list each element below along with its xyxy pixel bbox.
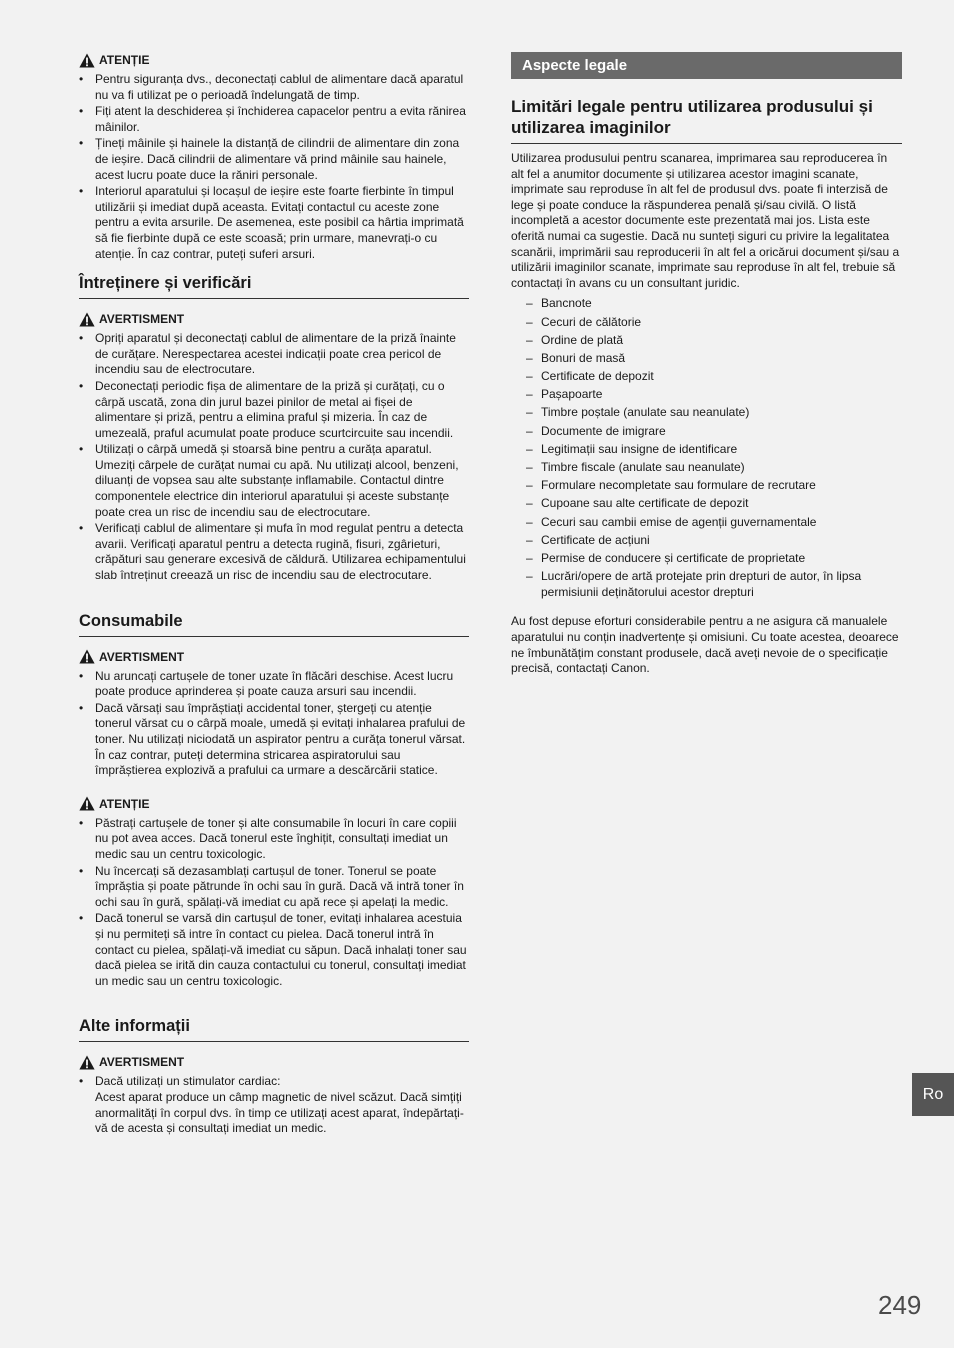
list-item: • Utilizați o cârpă umedă și stoarsă bine pentru a curăța aparatul. Umeziți cârpele de curățat numai cu apă. Nu utilizați alcool, benzeni, diluanți de vopsea sau alte substanțe inflamabile. Contactul dintre componentele electrice din interiorul aparatului și aceste substanțe poate crea un risc de incendiu sau de electrocutare. <box>79 442 469 520</box>
warning-heading <box>79 311 469 327</box>
list-item: – Bonuri de masă <box>511 351 902 367</box>
list-item: – Pașapoarte <box>511 387 902 403</box>
warning-triangle-icon <box>79 1055 95 1070</box>
section-bar: Aspecte legale <box>511 52 902 79</box>
left-column <box>79 52 469 1138</box>
list-item <box>79 1074 469 1136</box>
maintenance-list <box>79 331 469 584</box>
list-item: • Dacă tonerul se varsă din cartușul de toner, evitați inhalarea acestuia și nu permiteți să intre în contact cu pielea. Dacă tonerul intră în contact cu pielea, spălați-vă imediat cu săpun. Dacă inhalați toner sau dacă pielea se irită din cauza contactului cu tonerul, consultați imediat un medic sau un centru toxicologic. <box>79 911 469 989</box>
consumables-warning-list <box>79 669 469 779</box>
list-item: • Opriți aparatul și deconectați cablul de alimentare de la priză înainte de curățare. Nerespectarea acestei indicații poate crea pericol de incendiu sau de electrocutare. <box>79 331 469 378</box>
list-item: – Certificate de depozit <box>511 369 902 385</box>
list-item: – Documente de imigrare <box>511 424 902 440</box>
list-item: – Permise de conducere și certificate de proprietate <box>511 551 902 567</box>
caution-label: ATENȚIE <box>99 53 150 67</box>
other-info-list <box>79 1074 469 1136</box>
list-item: • Țineți mâinile și hainele la distanță de cilindrii de alimentare din zona de ieșire. Dacă cilindrii de alimentare vă prind mâinile sau hainele, acest lucru poate duce la răniri personale. <box>79 136 469 183</box>
list-item: – Certificate de acțiuni <box>511 533 902 549</box>
list-item: – Timbre fiscale (anulate sau neanulate) <box>511 460 902 476</box>
list-item: • Verificați cablul de alimentare și mufa în mod regulat pentru a detecta avarii. Verificați aparatul pentru a detecta rugină, fisuri, zgârieturi, crăpături sau generare excesivă de căldură. Utilizarea echipamentului slab întreținut creează un risc de incendiu sau de electrocutare. <box>79 521 469 583</box>
list-item: – Cecuri sau cambii emise de agenții guvernamentale <box>511 515 902 531</box>
pacemaker-text: Acest aparat produce un câmp magnetic de nivel scăzut. Dacă simțiți anormalități în corpul dvs. în timp ce utilizați acest aparat, îndepărtați-vă de acesta și consultați imediat un medic. <box>95 1089 464 1136</box>
caution-heading <box>79 796 469 812</box>
language-tab: Ro <box>912 1073 954 1116</box>
list-item: • Păstrați cartușele de toner și alte consumabile în locuri în care copiii nu pot avea acces. Dacă tonerul este înghițit, consultați imediat un medic sau un centru toxicologic. <box>79 816 469 863</box>
list-item: – Bancnote <box>511 296 902 312</box>
warning-triangle-icon <box>79 649 95 664</box>
warning-triangle-icon <box>79 796 95 811</box>
page-number: 249 <box>878 1290 922 1320</box>
warning-heading <box>79 649 469 665</box>
list-item: – Cupoane sau alte certificate de depozit <box>511 496 902 512</box>
intro-paragraph: Utilizarea produsului pentru scanarea, imprimarea sau reproducerea în alt fel a anumitor documente și utilizarea acestor imagini scanate, imprimate sau reproduse în alt fel de produsul dvs. poate fi interzisă de lege și poate conduce la răspunderea penală și/sau civilă. O listă incompletă a acestor documente este prezentată mai jos. Lista este oferită numai ca sugestie. Dacă nu sunteți siguri cu privire la legalitatea scanării, imprimării sau reproducerii în alt fel a oricărui document și/sau a utilizării imaginilor scanate, imprimate sau reproduse în alt fel, trebuie să contactați în avans cu un consultant juridic. <box>511 151 900 290</box>
list-item: – Formulare necompletate sau formulare de recrutare <box>511 478 902 494</box>
list-item: – Timbre poștale (anulate sau neanulate) <box>511 405 902 421</box>
list-item: – Legitimații sau insigne de identificare <box>511 442 902 458</box>
list-item: • Dacă vărsați sau împrăștiați accidental toner, ștergeți cu atenție tonerul vărsat cu o cârpă moale, umedă și evitați inhalarea prafului de toner. Nu utilizați niciodată un aspirator pentru a curăța tonerul vărsat. În caz contrar, puteți determina stricarea aspiratorului sau împrăștierea explozivă a prafului ca urmare a descărcării statice. <box>79 701 469 779</box>
section-title-maintenance: Întreținere și verificări <box>79 274 469 299</box>
warning-label: AVERTISMENT <box>99 312 185 327</box>
caution-list <box>79 72 469 262</box>
documents-list <box>511 296 902 600</box>
section-title-other-info: Alte informații <box>79 1017 469 1042</box>
warning-label: AVERTISMENT <box>99 1055 185 1070</box>
list-item: • Fiți atent la deschiderea și închiderea capacelor pentru a evita rănirea mâinilor. <box>79 104 469 135</box>
right-column <box>511 52 902 677</box>
consumables-caution-list <box>79 816 469 990</box>
list-item: – Ordine de plată <box>511 333 902 349</box>
list-item: – Cecuri de călătorie <box>511 315 902 331</box>
warning-triangle-icon <box>79 312 95 327</box>
pacemaker-heading: Dacă utilizați un stimulator cardiac: <box>95 1074 281 1089</box>
warning-triangle-icon <box>79 53 95 68</box>
warning-label: AVERTISMENT <box>99 649 185 664</box>
list-item: – Lucrări/opere de artă protejate prin drepturi de autor, în lipsa permisiunii deținătorului acestor drepturi <box>511 569 902 600</box>
list-item: • Nu încercați să dezasamblați cartușul de toner. Tonerul se poate împrăștia și poate pătrunde în ochi sau în gură. Dacă vă intră toner în ochi sau în gură, spălați-vă imediat cu apă rece și apelați la medic. <box>79 864 469 911</box>
section-title-consumables: Consumabile <box>79 612 469 637</box>
warning-heading <box>79 1054 469 1070</box>
caution-label: ATENȚIE <box>99 796 150 811</box>
caution-heading <box>79 52 469 68</box>
page-heading: Limitări legale pentru utilizarea produsului și utilizarea imaginilor <box>511 96 902 144</box>
list-item: • Nu aruncați cartușele de toner uzate în flăcări deschise. Acest lucru poate produce aprinderea și poate cauza arsuri sau incendii. <box>79 669 469 700</box>
list-item: • Deconectați periodic fișa de alimentare de la priză și curățați, cu o cârpă uscată, zona din jurul bazei pinilor de metal ai fișei de alimentare și priză, pentru a elimina praful și mizeria. În caz de umezeală, praful acumulat poate produce scurtcircuite sau incendii. <box>79 379 469 441</box>
outro-paragraph: Au fost depuse eforturi considerabile pentru a ne asigura că manualele aparatului nu conțin inadvertențe și omisiuni. Cu toate acestea, deoarece ne îmbunătățim constant produsele, dacă aveți nevoie de o specificație precisă, contactați Canon. <box>511 614 899 676</box>
list-item: • Interiorul aparatului și locașul de ieșire este foarte fierbinte în timpul utilizării și imediat după aceasta. Evitați contactul cu aceste zone pentru a evita arsurile. De asemenea, este posibil ca hârtia imprimată să fie fierbinte după ce este scoasă; prin urmare, manevrați-o cu atenție. În caz contrar, puteți suferi arsuri. <box>79 184 469 262</box>
list-item: • Pentru siguranța dvs., deconectați cablul de alimentare dacă aparatul nu va fi utilizat pe o perioadă îndelungată de timp. <box>79 72 469 103</box>
